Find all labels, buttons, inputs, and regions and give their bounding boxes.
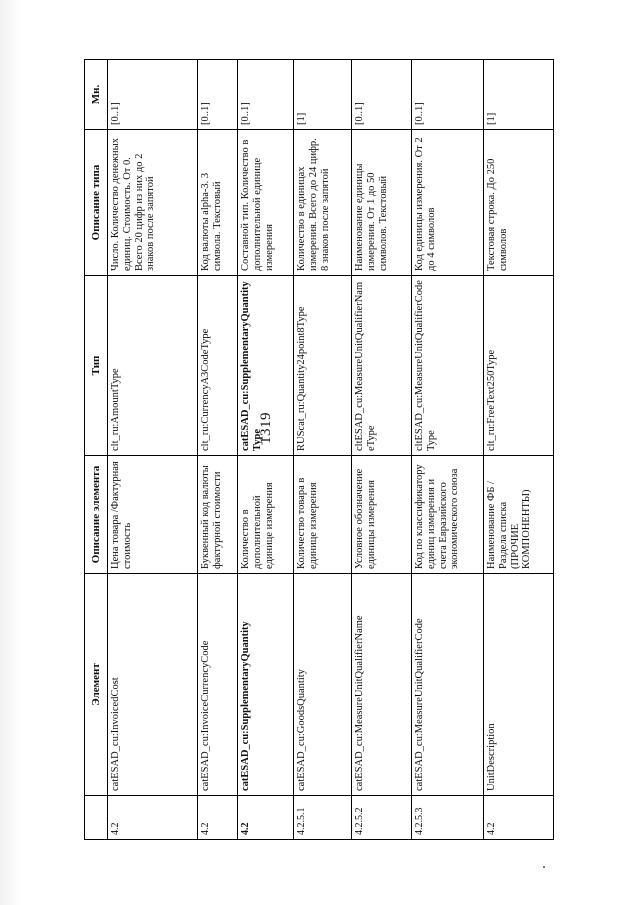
row-number: 4.2.5.1 [294,796,352,840]
page-number: 1319 [258,412,274,444]
type-description: Количество в единицах измерения. Всего до 24 цифр. 8 знаков после запятой [294,130,352,276]
type-name: clt_ru:CurrencyA3CodeType [198,276,238,456]
table-header-row [85,60,108,840]
rotated-table-container [84,60,594,840]
type-description: Код единицы измерения. От 2 до 4 символов [412,130,484,276]
row-number: 4.2 [198,796,238,840]
type-description: Число. Количество денежных единиц. Стоимость. От 0. Всего 20 цифр из них до 2 знаков после запятой [108,130,198,276]
type-description: Составной тип. Количество в дополнительной единице измерения [238,130,294,276]
row-number: 4.2.5.2 [352,796,412,840]
element-description: Наименование ФБ / Раздела списка (ПРОЧИЕ КОМПОНЕНТЫ) [484,456,554,574]
type-name: catESAD_cu:SupplementaryQuantityType [238,276,294,456]
table-row [198,60,238,840]
element-name: catESAD_cu:SupplementaryQuantity [238,574,294,796]
type-name: cltESAD_cu:MeasureUnitQualifierCodeType [412,276,484,456]
header-multiplicity: Мн. [85,60,108,130]
multiplicity: [0..1] [108,60,198,130]
multiplicity: [1] [294,60,352,130]
element-description: Код по классификатору единиц измерения и счета Евразийского экономического союза [412,456,484,574]
table-row [294,60,352,840]
header-type: Тип [85,276,108,456]
row-number: 4.2 [108,796,198,840]
type-description: Код валюты alpha-3. 3 символа. Текстовый [198,130,238,276]
element-name: catESAD_cu:InvoicedCost [108,574,198,796]
type-name: clt_ru:AmountType [108,276,198,456]
element-description: Количество товара в единице измерения [294,456,352,574]
multiplicity: [0..1] [412,60,484,130]
element-name: catESAD_cu:InvoiceCurrencyCode [198,574,238,796]
header-type-description: Описание типа [85,130,108,276]
multiplicity: [0..1] [238,60,294,130]
scan-edge-shading [0,0,22,905]
table-row [484,60,554,840]
element-description: Количество в дополнительной единице измерения [238,456,294,574]
type-name: RUScat_ru:Quantity24point8Type [294,276,352,456]
element-description: Цена товара /Фактурная стоимость [108,456,198,574]
row-number: 4.2 [484,796,554,840]
type-description: Текстовая строка. До 250 символов [484,130,554,276]
type-name: cltESAD_cu:MeasureUnitQualifierNameType [352,276,412,456]
row-number: 4.2 [238,796,294,840]
element-name: catESAD_cu:GoodsQuantity [294,574,352,796]
multiplicity: [0..1] [352,60,412,130]
element-description: Условное обозначение единицы измерения [352,456,412,574]
scan-speck [543,866,545,868]
header-num [85,796,108,840]
element-name: UnitDescription [484,574,554,796]
table-row [108,60,198,840]
element-description-table [84,59,554,840]
table-row [352,60,412,840]
table-row [412,60,484,840]
multiplicity: [0..1] [198,60,238,130]
type-name: clt_ru:FreeText250Type [484,276,554,456]
type-description: Наименование единицы измерения. От 1 до 50 символов. Текстовый [352,130,412,276]
element-name: catESAD_cu:MeasureUnitQualifierCode [412,574,484,796]
header-element: Элемент [85,574,108,796]
multiplicity: [1] [484,60,554,130]
row-number: 4.2.5.3 [412,796,484,840]
element-name: catESAD_cu:MeasureUnitQualifierName [352,574,412,796]
table-row [238,60,294,840]
element-description: Буквенный код валюты фактурной стоимости [198,456,238,574]
header-element-description: Описание элемента [85,456,108,574]
